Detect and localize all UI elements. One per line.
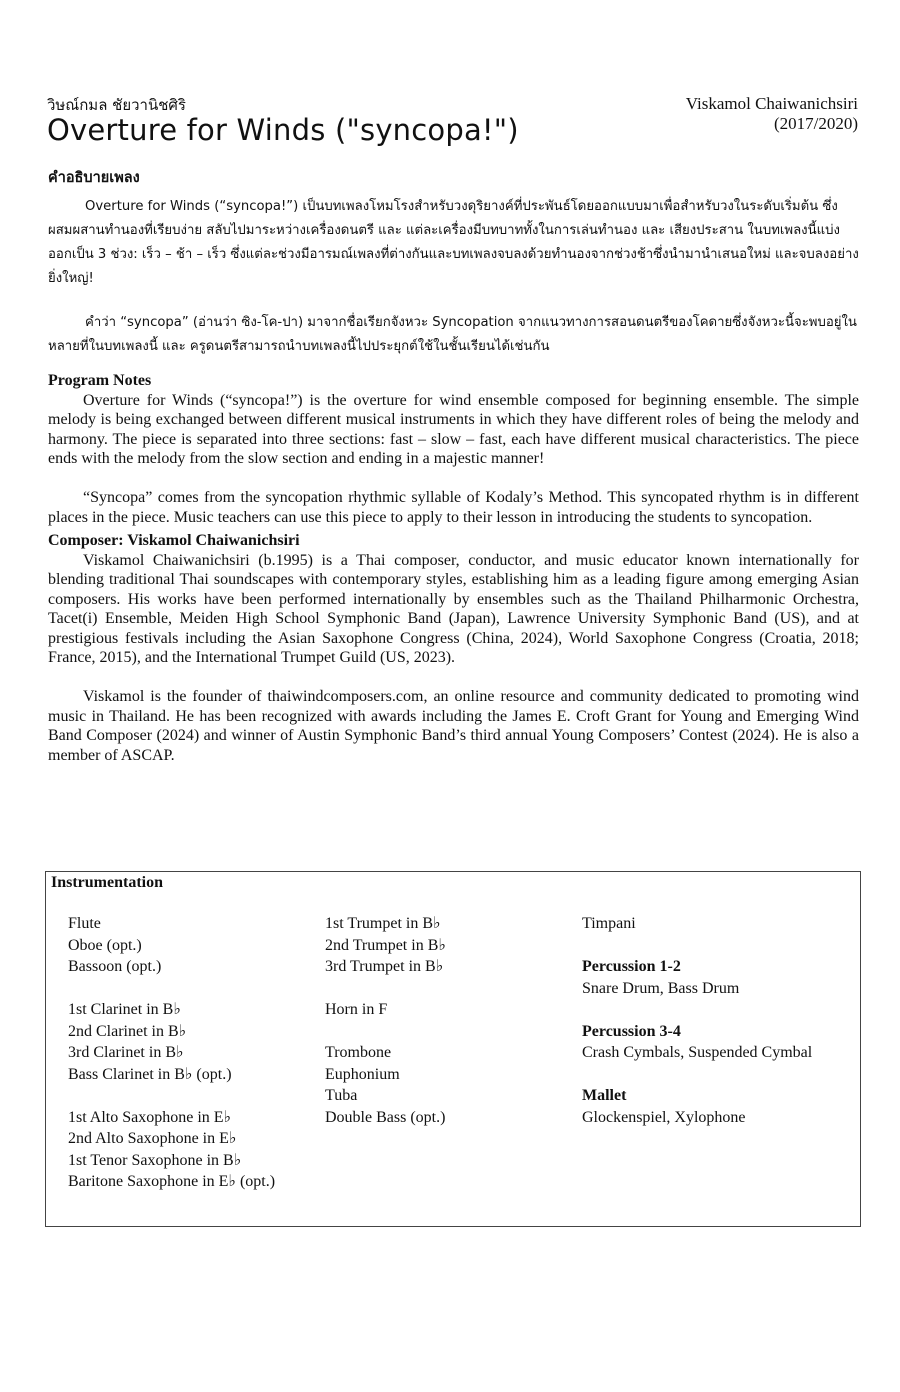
instrument-item: 2nd Clarinet in B♭ (68, 1022, 187, 1040)
percussion-1-2-heading: Percussion 1-2 (582, 958, 681, 975)
piece-title: Overture for Winds ("syncopa!") (47, 113, 519, 147)
instrument-item: Tuba (325, 1087, 358, 1104)
percussion-column (582, 913, 812, 1128)
instrument-item: Baritone Saxophone in E♭ (opt.) (68, 1173, 276, 1190)
composer-credit (686, 94, 858, 134)
spacer (582, 935, 812, 957)
program-notes-paragraph-2: “Syncopa” comes from the syncopation rhythmic syllable of Kodaly’s Method. This syncopated rhythm is in different places in the piece. Music teachers can use this piece to apply to their lesson in introducing the students to syncopation. (48, 489, 859, 526)
spacer (68, 1085, 275, 1107)
thai-notes-heading: คำอธิบายเพลง (48, 170, 140, 186)
composition-years: (2017/2020) (773, 114, 858, 133)
instrument-item: 1st Trumpet in B♭ (325, 915, 441, 932)
woodwinds-column (68, 913, 275, 1193)
instrument-item: Bassoon (opt.) (68, 958, 162, 975)
spacer (325, 1021, 446, 1043)
brass-column (325, 913, 446, 1128)
percussion-3-4-heading: Percussion 3-4 (582, 1022, 681, 1040)
program-notes-paragraph-1: Overture for Winds (“syncopa!”) is the overture for wind ensemble composed for beginning ensemble. The simple melody is being exchanged between different musical instruments in which they have different roles of being the melody and harmony. The piece is separated into three sections: fast – slow – fast, each have different musical characteristics. The piece ends with the melody from the slow section and ending in a majestic manner! (48, 391, 859, 467)
composer-bio-paragraph-1: Viskamol Chaiwanichsiri (b.1995) is a Thai composer, conductor, and music educator known internationally for blending traditional Thai soundscapes with contemporary styles, establishing him as a leading figure among emerging Asian composers. His works have been performed internationally by ensembles such as the Thailand Philharmonic Orchestra, Tacet(i) Ensemble, Meiden High School Symphonic Band (Japan), Lawrence University Symphonic Band (US), and at prestigious festivals including the Asian Saxophone Congress (China, 2024), World Saxophone Congress (Croatia, 2018; France, 2015), and the International Trumpet Guild (US, 2023). (48, 551, 859, 666)
program-notes-content (48, 166, 859, 765)
composer-english-name: Viskamol Chaiwanichsiri (685, 94, 858, 113)
instrument-item: 2nd Trumpet in B♭ (325, 936, 446, 954)
instrument-item: Crash Cymbals, Suspended Cymbal (582, 1044, 813, 1061)
composer-bio-heading: Composer: Viskamol Chaiwanichsiri (48, 532, 300, 549)
instrumentation-heading: Instrumentation (51, 874, 164, 891)
instrument-item: Euphonium (325, 1065, 400, 1083)
instrument-item: 1st Tenor Saxophone in B♭ (68, 1151, 242, 1169)
composer-bio-paragraph-2: Viskamol is the founder of thaiwindcomposers.com, an online resource and community dedicated to promoting wind music in Thailand. He has been recognized with awards including the James E. Croft Grant for Young and Emerging Wind Band Composer (2024) and winner of Austin Symphonic Band’s third annual Young Composers’ Contest (2024). He is also a member of ASCAP. (48, 688, 859, 764)
program-notes-heading: Program Notes (48, 372, 152, 389)
instrument-item: Double Bass (opt.) (325, 1108, 446, 1126)
instrument-item: Timpani (582, 915, 636, 932)
instrument-item: Oboe (opt.) (68, 936, 142, 954)
spacer (325, 978, 446, 1000)
spacer (582, 999, 812, 1021)
spacer (582, 1064, 812, 1086)
instrument-item: 2nd Alto Saxophone in E♭ (68, 1130, 237, 1147)
instrument-item: Horn in F (325, 1001, 388, 1018)
instrumentation-box (45, 871, 861, 1227)
instrument-item: Bass Clarinet in B♭ (opt.) (68, 1065, 232, 1083)
thai-notes-paragraph-1: Overture for Winds (“syncopa!”) เป็นบทเพลงโหมโรงสำหรับวงดุริยางค์ที่ประพันธ์โดยออกแบบมาเพื่อสำหรับวงในระดับเริ่มต้น ซึ่งผสมผสานทำนองที่เรียบง่าย สลับไปมาระหว่างเครื่องดนตรี และ แต่ละเครื่องมีบทบาททั้งในการเล่นทำนอง และ เสียงประสาน ในบทเพลงนี้แบ่งออกเป็น 3 ช่วง: เร็ว – ช้า – เร็ว ซึ่งแต่ละช่วงมีอารมณ์เพลงที่ต่างกันและบทเพลงจบลงด้วยทำนองจากช่วงช้าซึ่งนำมานำเสนอใหม่ และจบลงอย่างยิ่งใหญ่! (48, 199, 859, 286)
composer-thai-name: วิษณ์กมล ชัยวานิชศิริ (47, 96, 186, 114)
mallet-heading: Mallet (582, 1087, 627, 1104)
instrument-item: 3rd Trumpet in B♭ (325, 958, 444, 975)
instrument-item: 1st Clarinet in B♭ (68, 1001, 181, 1018)
instrument-item: 1st Alto Saxophone in E♭ (68, 1108, 232, 1126)
thai-notes-paragraph-2: คำว่า “syncopa” (อ่านว่า ซิง-โค-ปา) มาจากชื่อเรียกจังหวะ Syncopation จากแนวทางการสอนดนตรีของโคดายซึ่งจังหวะนี้จะพบอยู่ในหลายที่ในบทเพลงนี้ และ ครูดนตรีสามารถนำบทเพลงนี้ไปประยุกต์ใช้ในชั้นเรียนได้เช่นกัน (48, 315, 857, 354)
instrument-item: Flute (68, 915, 101, 932)
instrument-item: Glockenspiel, Xylophone (582, 1108, 746, 1126)
instrument-item: Trombone (325, 1044, 392, 1061)
spacer (68, 978, 275, 1000)
instrument-item: 3rd Clarinet in B♭ (68, 1044, 184, 1061)
instrument-item: Snare Drum, Bass Drum (582, 979, 740, 997)
